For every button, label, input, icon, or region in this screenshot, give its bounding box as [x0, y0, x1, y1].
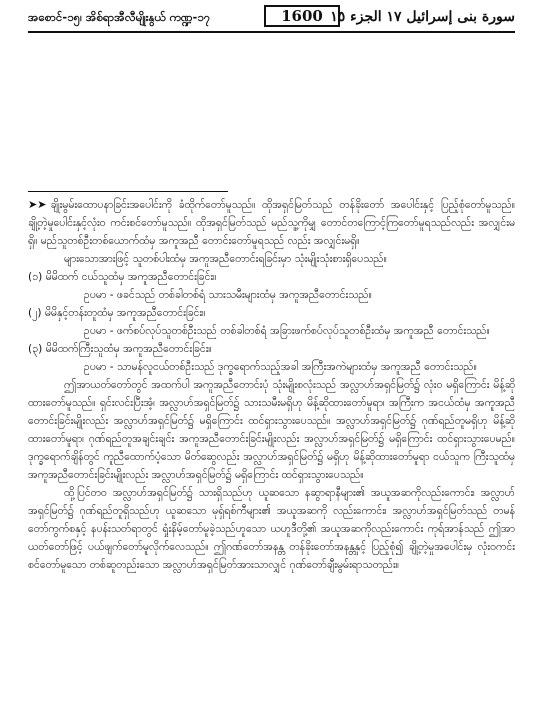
header-rule	[28, 31, 515, 33]
footnote-separator	[28, 191, 228, 192]
footnote-body	[28, 196, 515, 574]
list-item-example: ဥပမာ - သာမန်လူငယ်တစ်ဦးသည် ဒုက္ခရောက်သည့်အခါ အကြီးအကဲများထံမှ အကူအညီ တောင်းသည်။	[84, 361, 477, 373]
footnote-paragraph-1	[28, 196, 515, 250]
list-item-label: (၂) မိမိနှင့်တန်းတူထံမှ အကူအညီတောင်းခြင်း။	[28, 307, 206, 319]
list-item-label: (၁) မိမိထက် ငယ်သူထံမှ အကူအညီတောင်းခြင်း။	[28, 271, 217, 283]
footnote-paragraph-3: ဤအာယတ်တော်တွင် အထက်ပါ အကူအညီတောင်းပုံ သုံးမျိုးစလုံးသည် အလ္လာဟ်အရှင်မြတ်၌ လုံးဝ မရှိကြောင်း မိန့်ဆိုထားတော်မူသည်။ ရှင်းလင်းပြီးအံ့၊ အလ္လာဟ်အရှင်မြတ်၌ သားသမီးမရှိဟု မိန့်ဆိုထားတော်မူရာ၊ အကြီးက အငယ်ထံမှ အကူအညီတောင်းခြင်းမျိုးလည်း အလ္လာဟ်အရှင်မြတ်၌ မရှိကြောင်း ထင်ရှားသွားပေသည်။ အလ္လာဟ်အရှင်မြတ်၌ ဂုဏ်ရည်တူမရှိဟု မိန့်ဆိုထားတော်မူရာ၊ ဂုဏ်ရည်တူအချင်းချင်း အကူအညီတောင်းခြင်းမျိုးလည်း အလ္လာဟ်အရှင်မြတ်၌ မရှိကြောင်း ထင်ရှားသွားပေမည်။ ဒုက္ခရောက်ချိန်တွင် ကူညီထောက်ပံ့သော မိတ်ဆွေလည်း အလ္လာဟ်အရှင်မြတ်၌ မရှိဟု မိန့်ဆိုထားတော်မူရာ ငယ်သူက ကြီးသူထံမှ အကူအညီတောင်းခြင်းမျိုးလည်း အလ္လာဟ်အရှင်မြတ်၌ မရှိကြောင်း ထင်ရှားသွားပေသည်။	[28, 379, 515, 481]
list-item-example: ဥပမာ - ဖခင်သည် တစ်ခါတစ်ရံ သားသမီးများထံမှ အကူအညီတောင်းသည်။	[84, 289, 372, 301]
footnote-paragraph-1-text: ချိုးမွမ်းထောပနာခြင်းအပေါင်းကို ခံထိုက်တော်မူသည်။ ထိုအရှင်မြတ်သည် တန်ခိုးတော် အပေါင်းနှင့် ပြည့်စုံတော်မူသည်။ ချို့တဲ့မှုပေါင်းနှင့်လုံးဝ ကင်းစင်တော်မူသည်။ ထိုအရှင်မြတ်သည် မည်သူ့ကိုမျှ တောင်တကြောင့်ကြတော်မူရသည်လည်း အလျှင်းမရှိ။ မည်သူတစ်ဦးတစ်ယောက်ထံမှ အကူအညီ တောင်းတော်မူရသည် လည်း အလျှင်းမရှိ။	[28, 199, 515, 247]
footnote-paragraph-4: ထို့ပြင်တဝ အလ္လာဟ်အရှင်မြတ်၌ သားရှိသည်ဟု ယူဆသော နဆွာရာနီများ၏ အယူအဆကိုလည်းကောင်း၊ အလ္လာဟ်အရှင်မြတ်၌ ဂုဏ်ရည်တူရှိသည်ဟု ယူဆသော မုရှ်ရစ်ကီများ၏ အယူအဆကို လည်းကောင်း၊ အလ္လာဟ်အရှင်မြတ်သည် တမန်တော်ကွက်စနှင့် နပန်းသတ်ရာတွင် ရှုံးနိမ့်တော်မူခဲ့သည်ဟူသော ယဟူဒီတို့၏ အယူအဆကိုလည်းကောင်း ကုရ်အာန်သည် ဤအာယတ်တော်ဖြင့် ပယ်ဖျက်တော်မူလိုက်လေသည်။ ဤဂဏ်တော်အနန္တ တန်ခိုးတော်အနန္တနှင့် ပြည့်စုံ၍ ချို့တဲ့မှုအပေါင်းမှ လုံးဝကင်းစင်တော်မူသော တစ်ဆူတည်းသော အလ္လာဟ်အရှင်မြတ်အားသာလျှင် ဂုဏ်တော်ချီးမွမ်းရာသတည်း။	[28, 487, 515, 571]
header-surah-title: سورة بنى إسرائيل ١٧ الجزء ١٥	[330, 9, 515, 25]
footnote-marker: ➤➤	[28, 198, 47, 211]
header-section-title: အစောင်-၁၅၊ အိစ်ရာအီလီမျိုးနွယ် ကဏ္ဍ-၁၇	[28, 10, 211, 24]
page-header	[28, 4, 515, 32]
list-item-label: (၃) မိမိထက်ကြီးသူထံမှ အကူအညီတောင်းခြင်း။	[28, 343, 212, 355]
page-number: 1600	[264, 5, 340, 27]
footnote-paragraph-2: များသောအားဖြင့် သူတစ်ပါးထံမှ အကူအညီတောင်းရခြင်းမှာ သုံးမျိုးသုံးစားရှိပေသည်။	[64, 253, 387, 265]
list-item-example: ဥပမာ - ဖက်စပ်လုပ်သူတစ်ဦးသည် တစ်ခါတစ်ရံ အခြားဖက်စပ်လုပ်သူတစ်ဦးထံမှ အကူအညီ တောင်းသည်။	[84, 325, 490, 337]
